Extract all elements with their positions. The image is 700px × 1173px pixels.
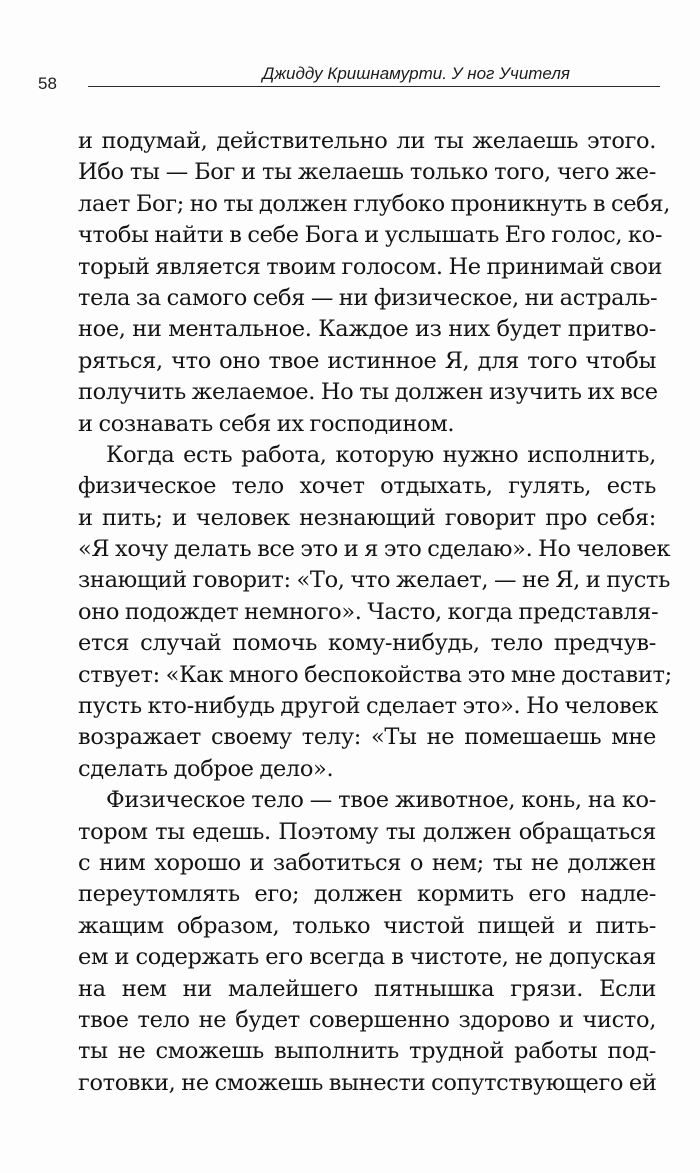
- running-header: [38, 64, 660, 94]
- text-line: твое тело не будет совершенно здорово и чисто,: [78, 1006, 656, 1033]
- text-line: получить желаемое. Но ты должен изучить их все: [78, 379, 658, 406]
- text-line: ряться, что оно твое истинное Я, для того чтобы: [78, 347, 656, 374]
- text-line: ты не сможешь выполнить трудной работы под-: [78, 1038, 656, 1065]
- text-line: «Я хочу делать все это и я это сделаю». Но человек: [78, 536, 671, 563]
- body-text: [78, 126, 672, 1099]
- text-line: торый является твоим голосом. Не принимай свои: [78, 253, 663, 280]
- text-line: на нем ни малейшего пятнышка грязи. Если: [78, 975, 656, 1002]
- page-number: 58: [38, 74, 57, 93]
- text-line: тором ты едешь. Поэтому ты должен обращаться: [78, 818, 656, 845]
- text-line: жащим образом, только чистой пищей и пить-: [78, 912, 656, 939]
- text-line: переутомлять его; должен кормить его надле-: [78, 881, 656, 908]
- text-line: Когда есть работа, которую нужно исполнить,: [106, 441, 656, 468]
- text-line: Ибо ты — Бог и ты желаешь только того, чего же-: [78, 159, 656, 186]
- text-line: сделать доброе дело».: [78, 755, 334, 782]
- text-line: Физическое тело — твое животное, конь, на ко-: [106, 787, 656, 814]
- text-line: ем и содержать его всегда в чистоте, не допуская: [78, 944, 656, 971]
- text-line: чтобы найти в себе Бога и услышать Его голос, ко-: [78, 222, 663, 249]
- text-line: лает Бог; но ты должен глубоко проникнуть в себя,: [78, 190, 671, 217]
- text-line: оно подождет немного». Часто, когда представля-: [78, 598, 659, 625]
- running-title: Джидду Кришнамурти. У ног Учителя: [262, 64, 570, 83]
- text-line: готовки, не сможешь вынести сопутствующего ей: [78, 1069, 657, 1096]
- text-line: пусть кто-нибудь другой сделает это». Но человек: [78, 693, 659, 720]
- text-line: физическое тело хочет отдыхать, гулять, есть: [78, 473, 656, 500]
- text-line: тела за самого себя — ни физическое, ни астраль-: [78, 284, 658, 311]
- text-line: и подумай, действительно ли ты желаешь этого.: [78, 128, 656, 154]
- text-line: и сознавать себя их господином.: [78, 410, 455, 437]
- text-line: знающий говорит: «То, что желает, — не Я, и пусть: [78, 567, 671, 594]
- text-line: ется случай помочь кому-нибудь, тело предчув-: [78, 630, 656, 657]
- header-rule: [88, 86, 660, 87]
- text-line: ствует: «Как много беспокойства это мне доставит;: [78, 661, 672, 688]
- text-line: и пить; и человек незнающий говорит про себя:: [78, 504, 656, 531]
- text-line: ное, ни ментальное. Каждое из них будет притво-: [78, 316, 656, 343]
- text-line: с ним хорошо и заботиться о нем; ты не должен: [78, 849, 656, 876]
- text-line: возражает своему телу: «Ты не помешаешь мне: [78, 724, 656, 751]
